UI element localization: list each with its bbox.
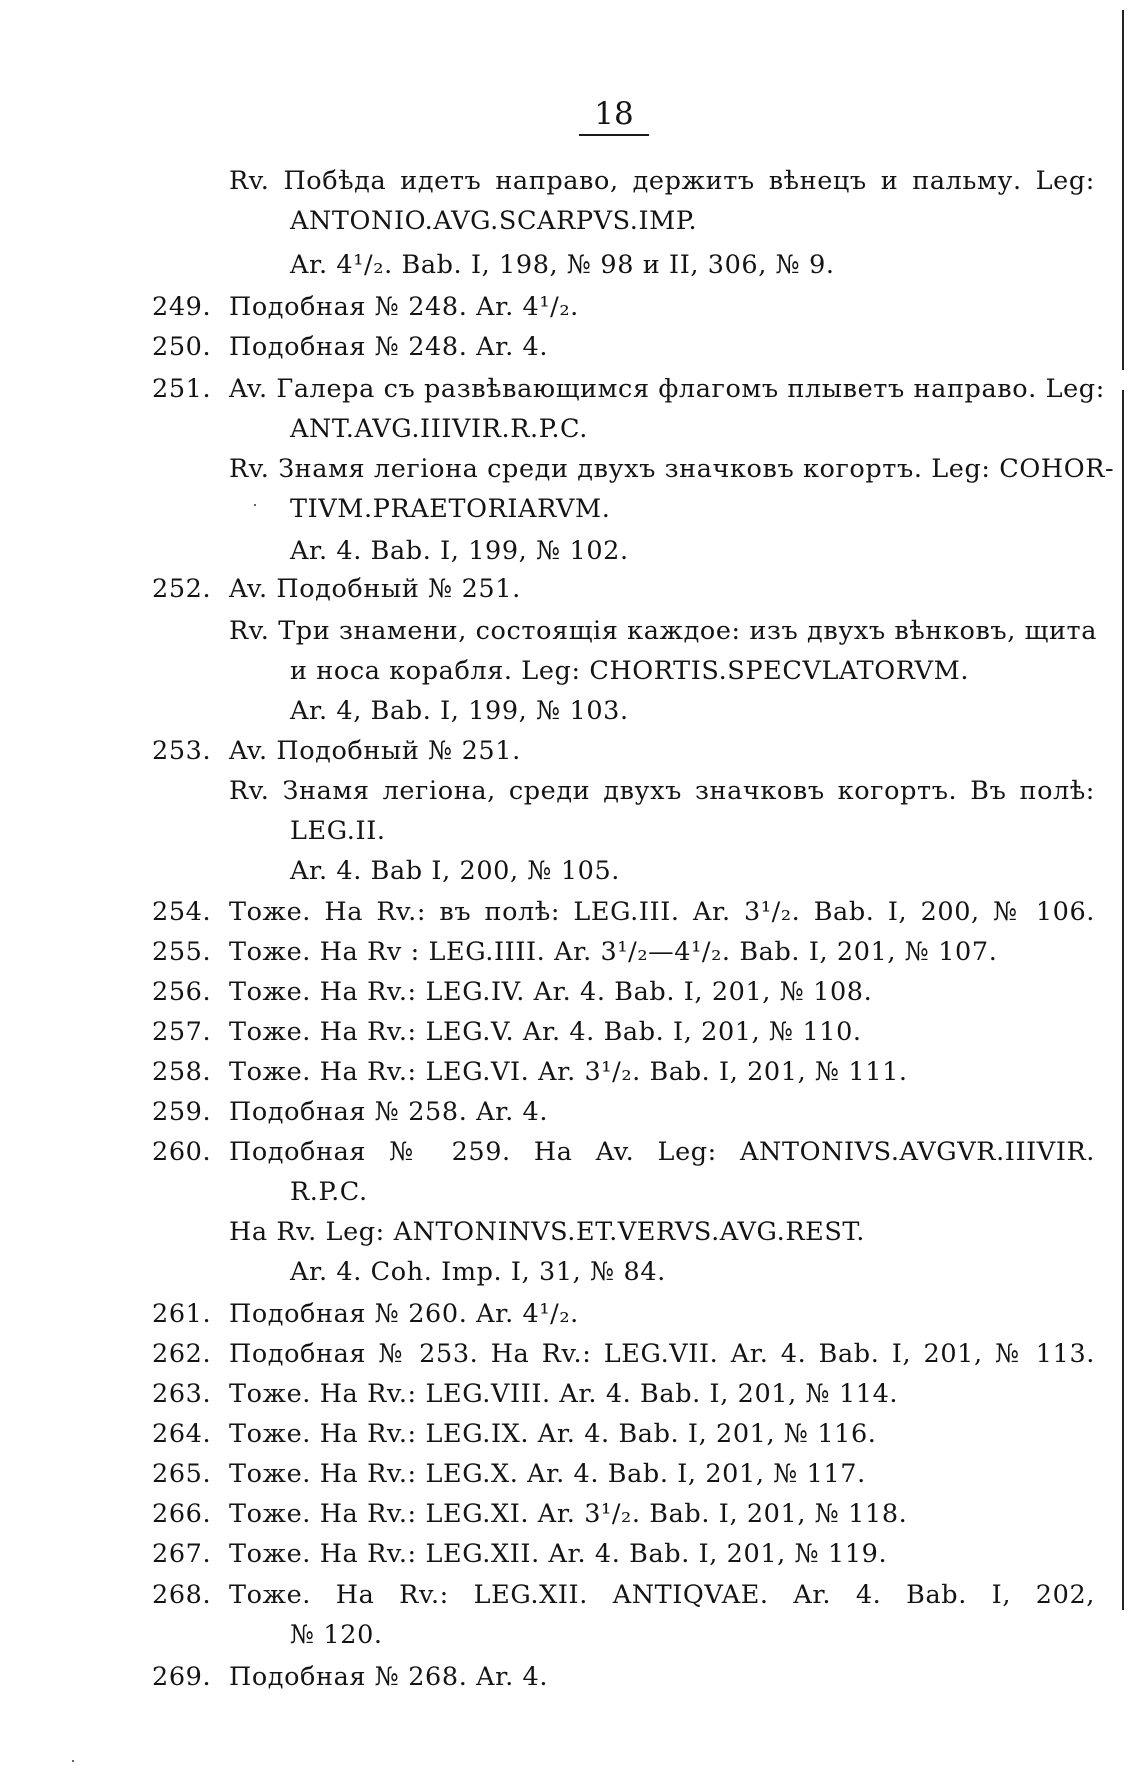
entry-text: Av. Галера съ развѣвающимся флагомъ плыветъ направо. Leg: [229, 374, 1105, 404]
entry-number: 258. [152, 1057, 212, 1087]
entry-text: Rv. Знамя легіона, среди двухъ значковъ когортъ. Въ полѣ: [229, 776, 1095, 806]
print-speck [254, 504, 256, 506]
entry-text: Подобная № 268. Ar. 4. [229, 1662, 549, 1692]
entry-number: 253. [152, 736, 212, 766]
entry-text: Тоже. На Rv.: въ полѣ: LEG.III. Ar. 3¹/₂. Bab. I, 200, № 106. [229, 897, 1095, 927]
entry-number: 262. [152, 1339, 212, 1369]
entry-text: Av. Подобный № 251. [229, 574, 521, 604]
entry-number: 250. [152, 332, 212, 362]
entry-text: Тоже. На Rv.: LEG.XII. Ar. 4. Bab. I, 201, № 119. [229, 1539, 888, 1569]
entry-text: Тоже. На Rv.: LEG.IX. Ar. 4. Bab. I, 201, № 116. [229, 1419, 877, 1449]
entry-number: 269. [152, 1662, 212, 1692]
entry-number: 254. [152, 897, 212, 927]
entry-text: Ar. 4. Bab. I, 199, № 102. [290, 536, 629, 566]
entry-text: Ar. 4. Bab I, 200, № 105. [290, 856, 621, 886]
page-edge-gap [1118, 370, 1128, 390]
entry-number: 256. [152, 977, 212, 1007]
entry-number: 257. [152, 1017, 212, 1047]
entry-text: Тоже. На Rv.: LEG.XII. ANTIQVAE. Ar. 4. Bab. I, 202, [229, 1580, 1095, 1610]
entry-number: 260. [152, 1137, 212, 1167]
entry-text: Ar. 4¹/₂. Bab. I, 198, № 98 и II, 306, № 9. [290, 250, 835, 280]
entry-number: 261. [152, 1299, 212, 1329]
entry-text: Тоже. На Rv.: LEG.XI. Ar. 3¹/₂. Bab. I, 201, № 118. [229, 1499, 908, 1529]
entry-text: Av. Подобный № 251. [229, 736, 521, 766]
page-number [575, 96, 653, 132]
entry-text: и носа корабля. Leg: CHORTIS.SPECVLATORVM. [290, 656, 970, 686]
entry-text: ANT.AVG.IIIVIR.R.P.C. [290, 414, 588, 444]
entry-text: Тоже. На Rv.: LEG.IV. Ar. 4. Bab. I, 201, № 108. [229, 977, 873, 1007]
entry-text: Подобная № 260. Ar. 4¹/₂. [229, 1299, 579, 1329]
entry-text: Тоже. На Rv : LEG.IIII. Ar. 3¹/₂—4¹/₂. Bab. I, 201, № 107. [229, 937, 998, 967]
entry-number: 252. [152, 574, 212, 604]
page-number-text: 18 [594, 96, 634, 132]
entry-number: 267. [152, 1539, 212, 1569]
entry-number: 259. [152, 1097, 212, 1127]
page-edge-line [1122, 10, 1124, 1610]
entry-number: 264. [152, 1419, 212, 1449]
entry-text: R.P.C. [290, 1177, 368, 1207]
entry-text: Rv. Три знамени, состоящія каждое: изъ двухъ вѣнковъ, щита [229, 616, 1098, 646]
entry-text: Тоже. На Rv.: LEG.V. Ar. 4. Bab. I, 201, № 110. [229, 1017, 862, 1047]
entry-text: Rv. Знамя легіона среди двухъ значковъ когортъ. Leg: COHOR- [229, 454, 1115, 484]
entry-text: Ar. 4. Coh. Imp. I, 31, № 84. [290, 1257, 666, 1287]
print-speck [72, 1760, 74, 1762]
entry-number: 265. [152, 1459, 212, 1489]
entry-number: 251. [152, 374, 212, 404]
entry-text: Подобная № 259. На Av. Leg: ANTONIVS.AVGVR.IIIVIR. [229, 1137, 1095, 1167]
entry-number: 255. [152, 937, 212, 967]
entry-text: На Rv. Leg: ANTONINVS.ET.VERVS.AVG.REST. [229, 1217, 865, 1247]
entry-text: Тоже. На Rv.: LEG.VI. Ar. 3¹/₂. Bab. I, 201, № 111. [229, 1057, 908, 1087]
entry-number: 266. [152, 1499, 212, 1529]
entry-text: Rv. Побѣда идетъ направо, держитъ вѣнецъ и пальму. Leg: [229, 166, 1095, 196]
entry-text: Ar. 4, Bab. I, 199, № 103. [290, 696, 629, 726]
entry-number: 268. [152, 1580, 212, 1610]
page-number-underline [579, 134, 649, 136]
entry-text: № 120. [290, 1620, 383, 1650]
entry-text: Тоже. На Rv.: LEG.X. Ar. 4. Bab. I, 201, № 117. [229, 1459, 866, 1489]
entry-number: 249. [152, 292, 212, 322]
entry-text: ANTONIO.AVG.SCARPVS.IMP. [290, 206, 698, 236]
entry-text: Подобная № 248. Ar. 4¹/₂. [229, 292, 579, 322]
entry-text: Подобная № 253. На Rv.: LEG.VII. Ar. 4. Bab. I, 201, № 113. [229, 1339, 1095, 1369]
entry-number: 263. [152, 1379, 212, 1409]
entry-text: TIVM.PRAETORIARVM. [290, 494, 611, 524]
entry-text: Подобная № 258. Ar. 4. [229, 1097, 549, 1127]
entry-text: Тоже. На Rv.: LEG.VIII. Ar. 4. Bab. I, 201, № 114. [229, 1379, 899, 1409]
entry-text: Подобная № 248. Ar. 4. [229, 332, 549, 362]
entry-text: LEG.II. [290, 816, 386, 846]
